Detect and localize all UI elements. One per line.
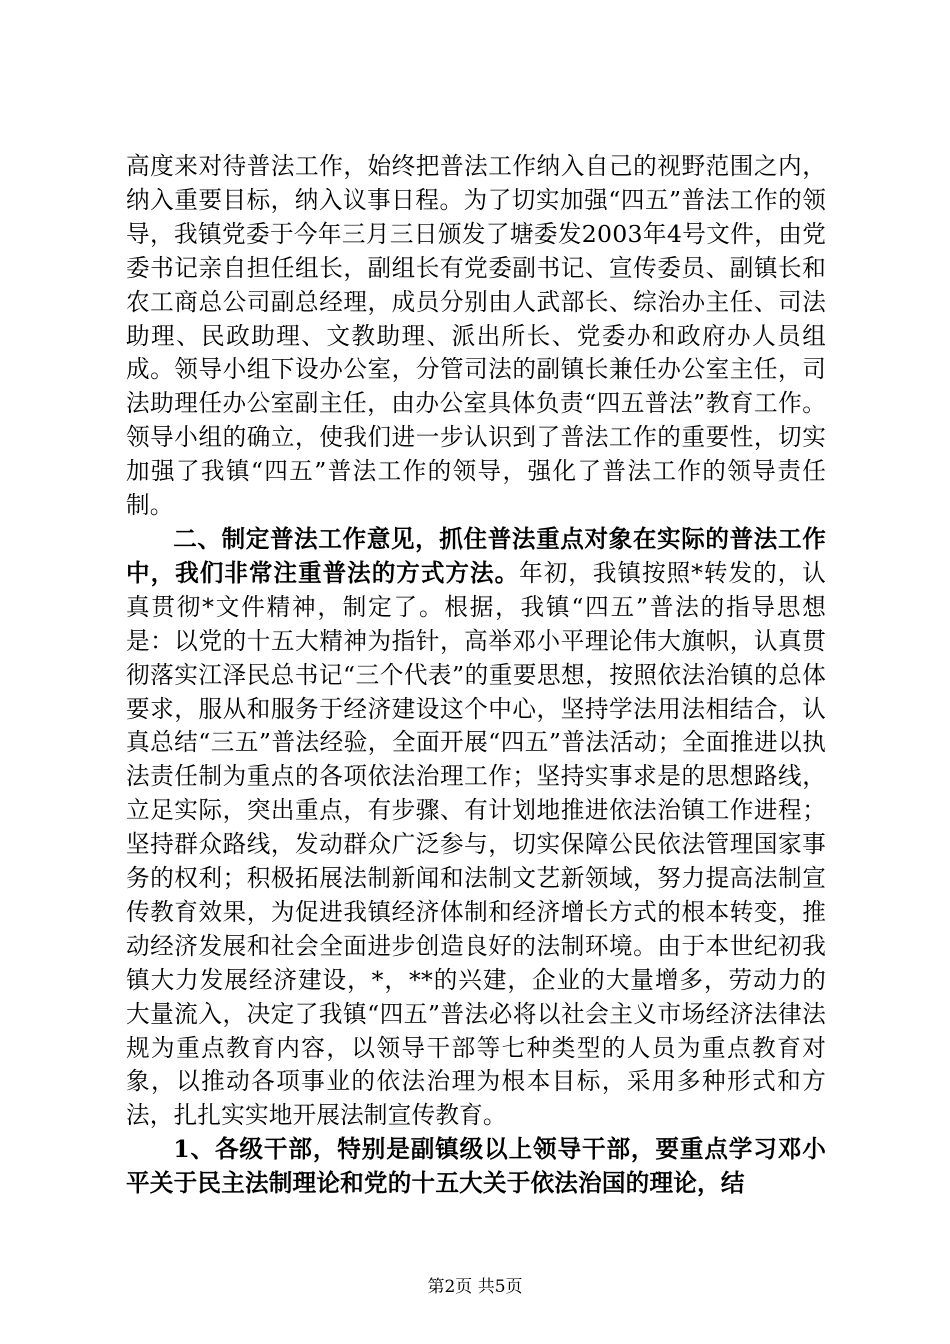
section-two-body: 年初，我镇按照*转发的，认真贯彻*文件精神，制定了。根据，我镇“四五”普法的指导思想是：以党的十五大精神为指针，高举邓小平理论伟大旗帜，认真贯彻落实江泽民总书记“三个代表”的重要思想，按照依法治镇的总体要求，服从和服务于经济建设这个中心，坚持学法用法相结合，认真总结“三五”普法经验，全面开展“四五”普法活动；全面推进以执法责任制为重点的各项依法治理工作；坚持实事求是的思想路线，立足实际，突出重点，有步骤、有计划地推进依法治镇工作进程；坚持群众路线，发动群众广泛参与，切实保障公民依法管理国家事务的权利；积极拓展法制新闻和法制文艺新领域，努力提高法制宣传教育效果，为促进我镇经济体制和经济增长方式的根本转变，推动经济发展和社会全面进步创造良好的法制环境。由于本世纪初我镇大力发展经济建设，*，**的兴建，企业的大量增多，劳动力的大量流入，决定了我镇“四五”普法必将以社会主义市场经济法律法规为重点教育内容，以领导干部等七种类型的人员为重点教育对象，以推动各项事业的依法治理为根本目标，采用多种形式和方法，扎扎实实地开展法制宣传教育。 — [126, 558, 826, 1130]
document-body — [126, 150, 826, 1201]
paragraph-section-two — [126, 523, 826, 1133]
paragraph-leadership-group: 高度来对待普法工作，始终把普法工作纳入自己的视野范围之内，纳入重要目标，纳入议事日程。为了切实加强“四五”普法工作的领导，我镇党委于今年三月三日颁发了塘委发2003年4号文件，由党委书记亲自担任组长，副组长有党委副书记、宣传委员、副镇长和农工商总公司副总经理，成员分别由人武部长、综治办主任、司法助理、民政助理、文教助理、派出所长、党委办和政府办人员组成。领导小组下设办公室，分管司法的副镇长兼任办公室主任，司法助理任办公室副主任，由办公室具体负责“四五普法”教育工作。领导小组的确立，使我们进一步认识到了普法工作的重要性，切实加强了我镇“四五”普法工作的领导，强化了普法工作的领导责任制。 — [126, 152, 826, 520]
page-number-footer: 第2页 共5页 — [427, 1277, 523, 1297]
item-one-heading: 1、各级干部，特别是副镇级以上领导干部，要重点学习邓小平关于民主法制理论和党的十五大关于依法治国的理论，结 — [126, 1135, 826, 1198]
paragraph-item-one — [126, 1133, 826, 1201]
section-two-heading: 二、制定普法工作意见，抓住普法重点对象在实际的普法工作中，我们非常注重普法的方式方法。 — [126, 524, 826, 587]
